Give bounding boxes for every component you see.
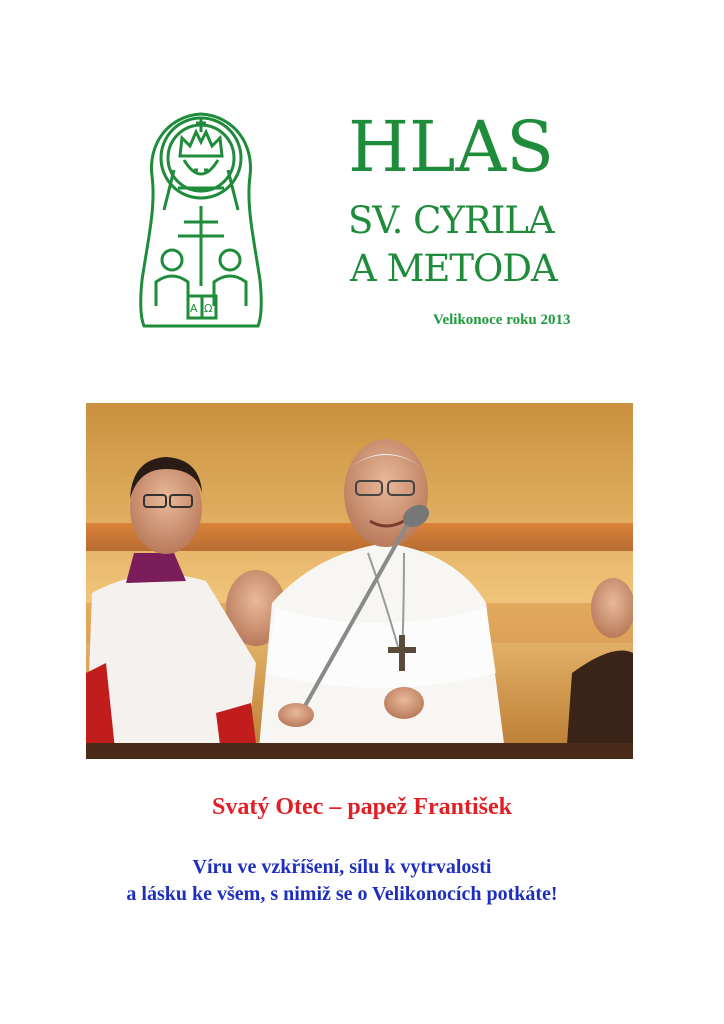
- masthead-line-2: SV. CYRILA: [348, 199, 554, 242]
- greeting-line-1: Víru ve vzkříšení, sílu k vytrvalosti: [192, 856, 492, 878]
- svg-text:Ω: Ω: [204, 302, 213, 315]
- cover-photo: [86, 403, 633, 759]
- svg-text:A: A: [190, 302, 198, 315]
- cyril-methodius-emblem: [138, 110, 264, 332]
- issue-label: Velikonoce roku 2013: [433, 312, 571, 328]
- masthead-line-1: HLAS: [348, 106, 555, 188]
- easter-greeting: [0, 854, 684, 908]
- masthead-line-3: A METODA: [350, 247, 557, 290]
- photo-caption: Svatý Otec – papež František: [212, 794, 512, 820]
- greeting-line-2: a lásku ke všem, s nimiž se o Velikonocích potkáte!: [126, 883, 558, 905]
